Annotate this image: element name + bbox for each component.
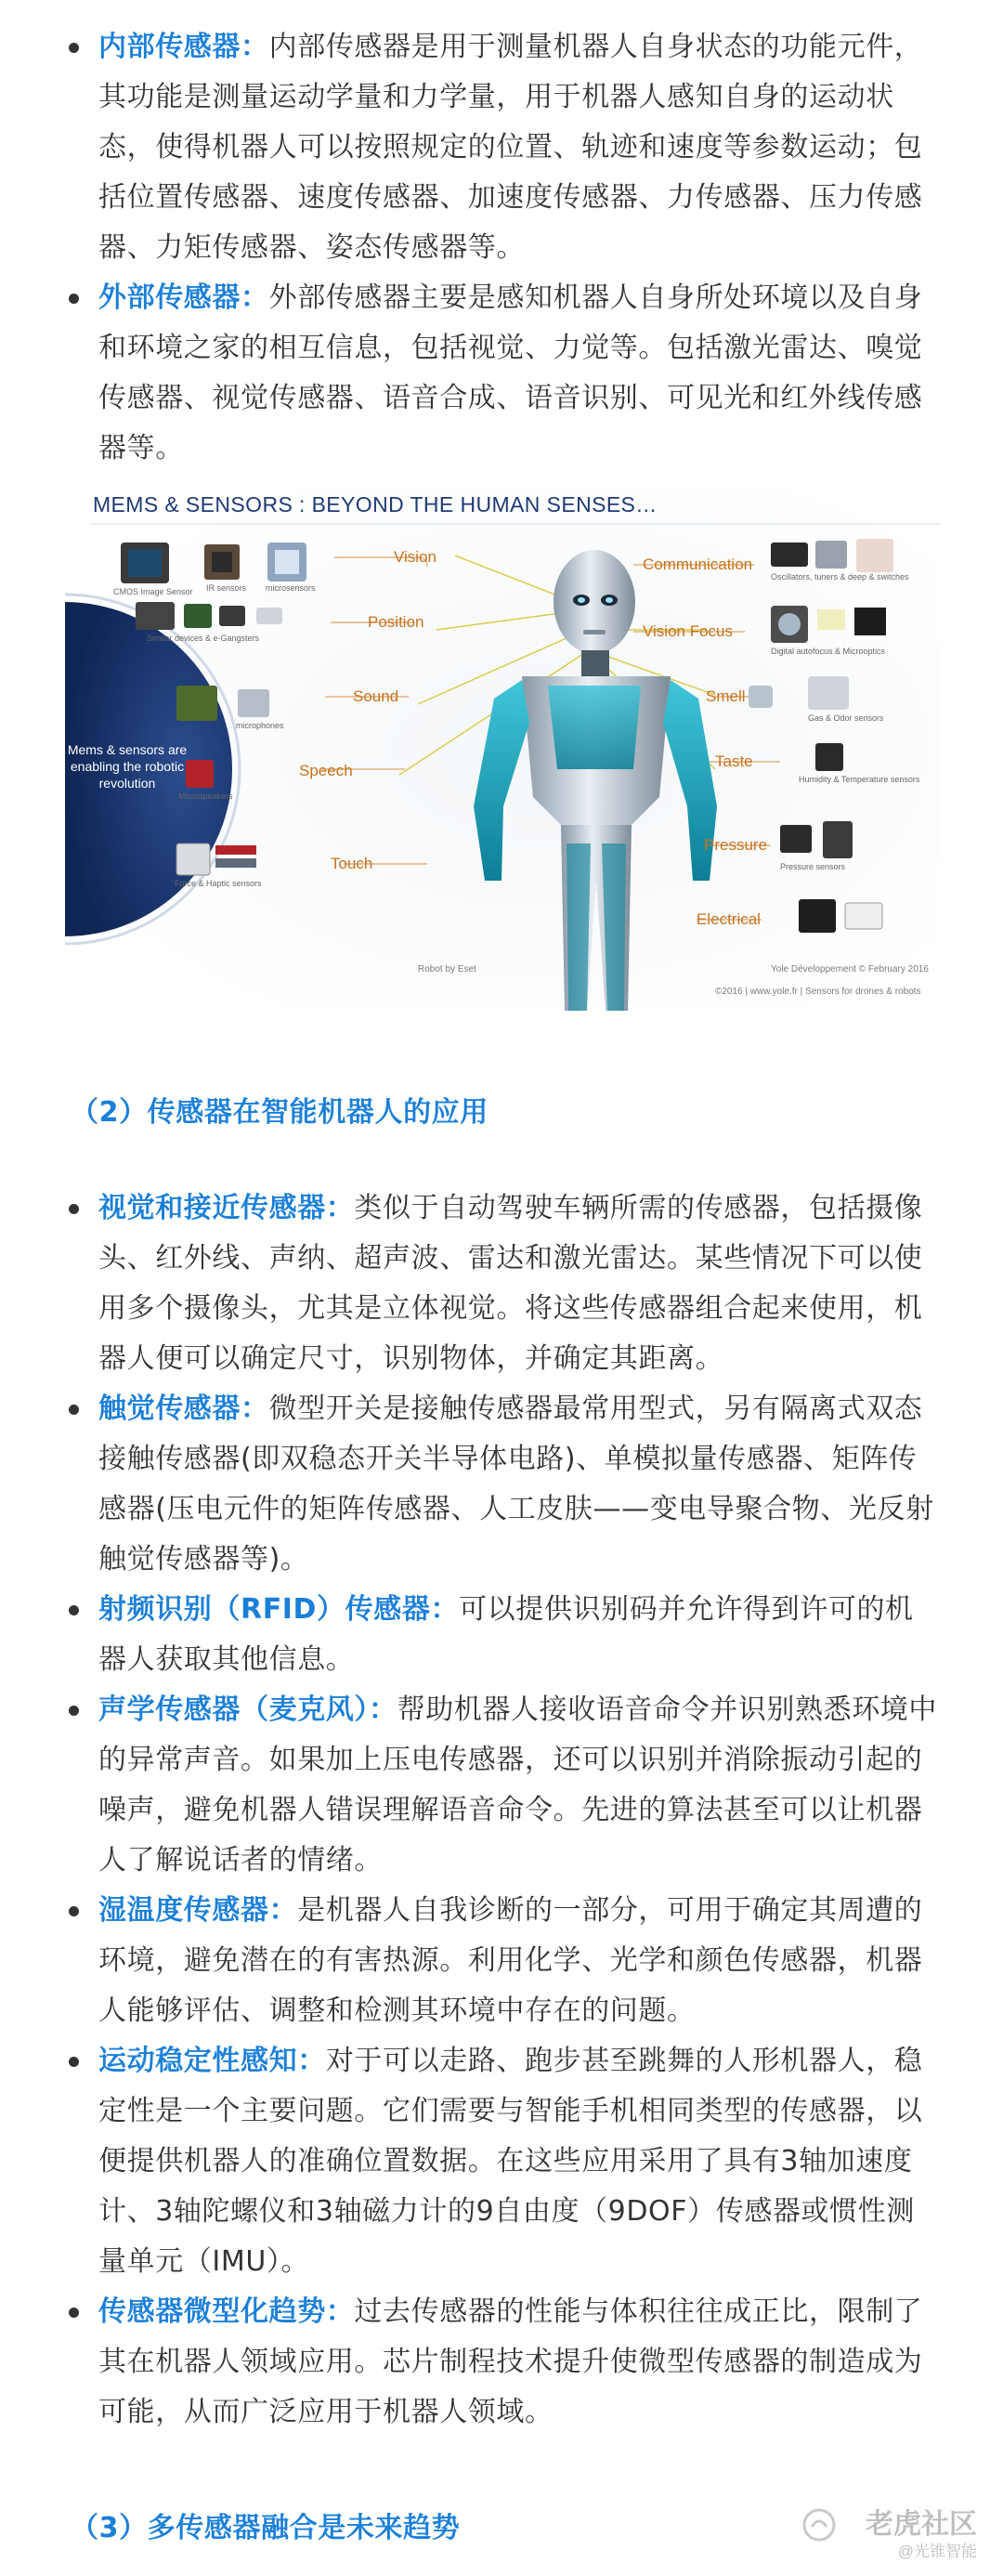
watermark	[866, 2508, 977, 2562]
credit-url: ©2016 | www.yole.fr | Sensors for drones & robots	[715, 987, 921, 997]
list-item-term: 内部传感器：	[98, 31, 269, 63]
caption-cmos: CMOS Image Sensor	[113, 587, 193, 596]
list-item-term: 传感器微型化趋势：	[98, 2295, 355, 2328]
label-position: Position	[368, 613, 424, 631]
label-pressure: Pressure	[704, 836, 768, 854]
caption-micro: microsensors	[266, 583, 316, 593]
caption-gas: Gas & Odor sensors	[808, 713, 884, 723]
list-item-text: 类似于自动驾驶车辆所需的传感器，包括摄像头、红外线、声纳、超声波、雷达和激光雷达。某些情况下可以使用多个摄像头，尤其是立体视觉。将这些传感器组合起来使用，机器人便可以确定尺寸，识别物体，并确定其距离。	[98, 1192, 923, 1375]
bullet-list-applications	[0, 1183, 1003, 2438]
watermark-author: @光锥智能	[897, 2543, 977, 2560]
list-item-term: 外部传感器：	[98, 281, 269, 314]
list-item	[0, 1183, 1003, 1384]
list-item-term: 运动稳定性感知：	[98, 2045, 326, 2077]
tiger-logo-icon	[801, 2506, 838, 2543]
list-item	[0, 1384, 1003, 1585]
list-item	[0, 2036, 1003, 2287]
list-item-term: 触觉传感器：	[98, 1393, 269, 1425]
infographic-graphics	[65, 490, 940, 1011]
label-electrical: Electrical	[697, 910, 761, 928]
label-vision: Vision	[394, 548, 436, 566]
list-item-text: 帮助机器人接收语音命令并识别熟悉环境中的异常声音。如果加上压电传感器，还可以识别并消除振动引起的噪声，避免机器人错误理解语音命令。先进的算法甚至可以让机器人了解说话者的情绪。	[98, 1693, 938, 1876]
list-item-text: 过去传感器的性能与体积往往成正比，限制了其在机器人领域应用。芯片制程技术提升使微型传感器的制造成为可能，从而广泛应用于机器人领域。	[98, 2295, 923, 2428]
caption-force: Force & Haptic sensors	[175, 879, 262, 888]
credit-robot: Robot by Eset	[418, 964, 476, 974]
list-item	[0, 1585, 1003, 1685]
label-vision-focus: Vision Focus	[643, 622, 734, 640]
list-item-term: 射频识别（RFID）传感器：	[98, 1593, 460, 1626]
caption-position: Similar devices & e-Gangsters	[147, 634, 260, 643]
list-item	[0, 22, 1003, 273]
list-item-term: 视觉和接近传感器：	[98, 1192, 355, 1224]
label-taste: Taste	[715, 752, 753, 770]
list-item	[0, 1685, 1003, 1886]
caption-microphones: microphones	[236, 721, 284, 730]
caption-humidity: Humidity & Temperature sensors	[799, 775, 920, 784]
list-item-term: 声学传感器（麦克风）：	[98, 1693, 397, 1726]
label-touch: Touch	[331, 855, 373, 872]
caption-comm: Oscillators, tuners & deep & switches	[771, 572, 909, 582]
list-item-text: 是机器人自我诊断的一部分，可用于确定其周遭的环境，避免潜在的有害热源。利用化学、光学和颜色传感器，机器人能够评估、调整和检测其环境中存在的问题。	[98, 1894, 923, 2027]
infographic-title: MEMS & SENSORS : BEYOND THE HUMAN SENSES…	[93, 492, 658, 517]
caption-pressure: Pressure sensors	[780, 862, 846, 871]
infographic-circle-text: Mems & sensors are enabling the robotic revolution	[67, 742, 188, 791]
list-item-text: 内部传感器是用于测量机器人自身状态的功能元件，其功能是测量运动学量和力学量，用于机器人感知自身的运动状态，使得机器人可以按照规定的位置、轨迹和速度等参数运动；包括位置传感器、速度传感器、加速度传感器、力传感器、压力传感器、力矩传感器、姿态传感器等。	[98, 31, 923, 264]
sensors-infographic	[65, 490, 940, 1011]
list-item	[0, 2287, 1003, 2438]
label-speech: Speech	[299, 762, 353, 779]
label-communication: Communication	[643, 556, 753, 573]
section-title: （3）多传感器融合是未来趋势	[71, 2512, 461, 2544]
list-item-text: 外部传感器主要是感知机器人自身所处环境以及自身和环境之家的相互信息，包括视觉、力觉等。包括激光雷达、嗅觉传感器、视觉传感器、语音合成、语音识别、可见光和红外线传感器等。	[98, 281, 923, 464]
caption-ir: IR sensors	[206, 583, 247, 593]
caption-microspeakers: Microspeakers	[178, 791, 233, 801]
caption-focus: Digital autofocus & Microoptics	[771, 647, 886, 656]
label-sound: Sound	[353, 687, 399, 705]
list-item	[0, 273, 1003, 474]
list-item-text: 微型开关是接触传感器最常用型式，另有隔离式双态接触传感器(即双稳态开关半导体电路)、单模拟量传感器、矩阵传感器(压电元件的矩阵传感器、人工皮肤——变电导聚合物、光反射触觉传感器等)。	[98, 1393, 934, 1576]
credit-yole: Yole Développement © February 2016	[771, 964, 929, 974]
list-item	[0, 1886, 1003, 2036]
section-title: （2）传感器在智能机器人的应用	[71, 1096, 488, 1129]
list-item-term: 湿温度传感器：	[98, 1894, 298, 1927]
watermark-site: 老虎社区	[866, 2509, 977, 2540]
label-smell: Smell	[706, 687, 746, 705]
bullet-list-sensor-types	[0, 22, 1003, 474]
list-item-text: 可以提供识别码并允许得到许可的机器人获取其他信息。	[98, 1593, 914, 1676]
list-item-text: 对于可以走路、跑步甚至跳舞的人形机器人，稳定性是一个主要问题。它们需要与智能手机相同类型的传感器，以便提供机器人的准确位置数据。在这些应用采用了具有3轴加速度计、3轴陀螺仪和3轴磁力计的9自由度（9DOF）传感器或惯性测量单元（IMU）。	[98, 2045, 923, 2278]
